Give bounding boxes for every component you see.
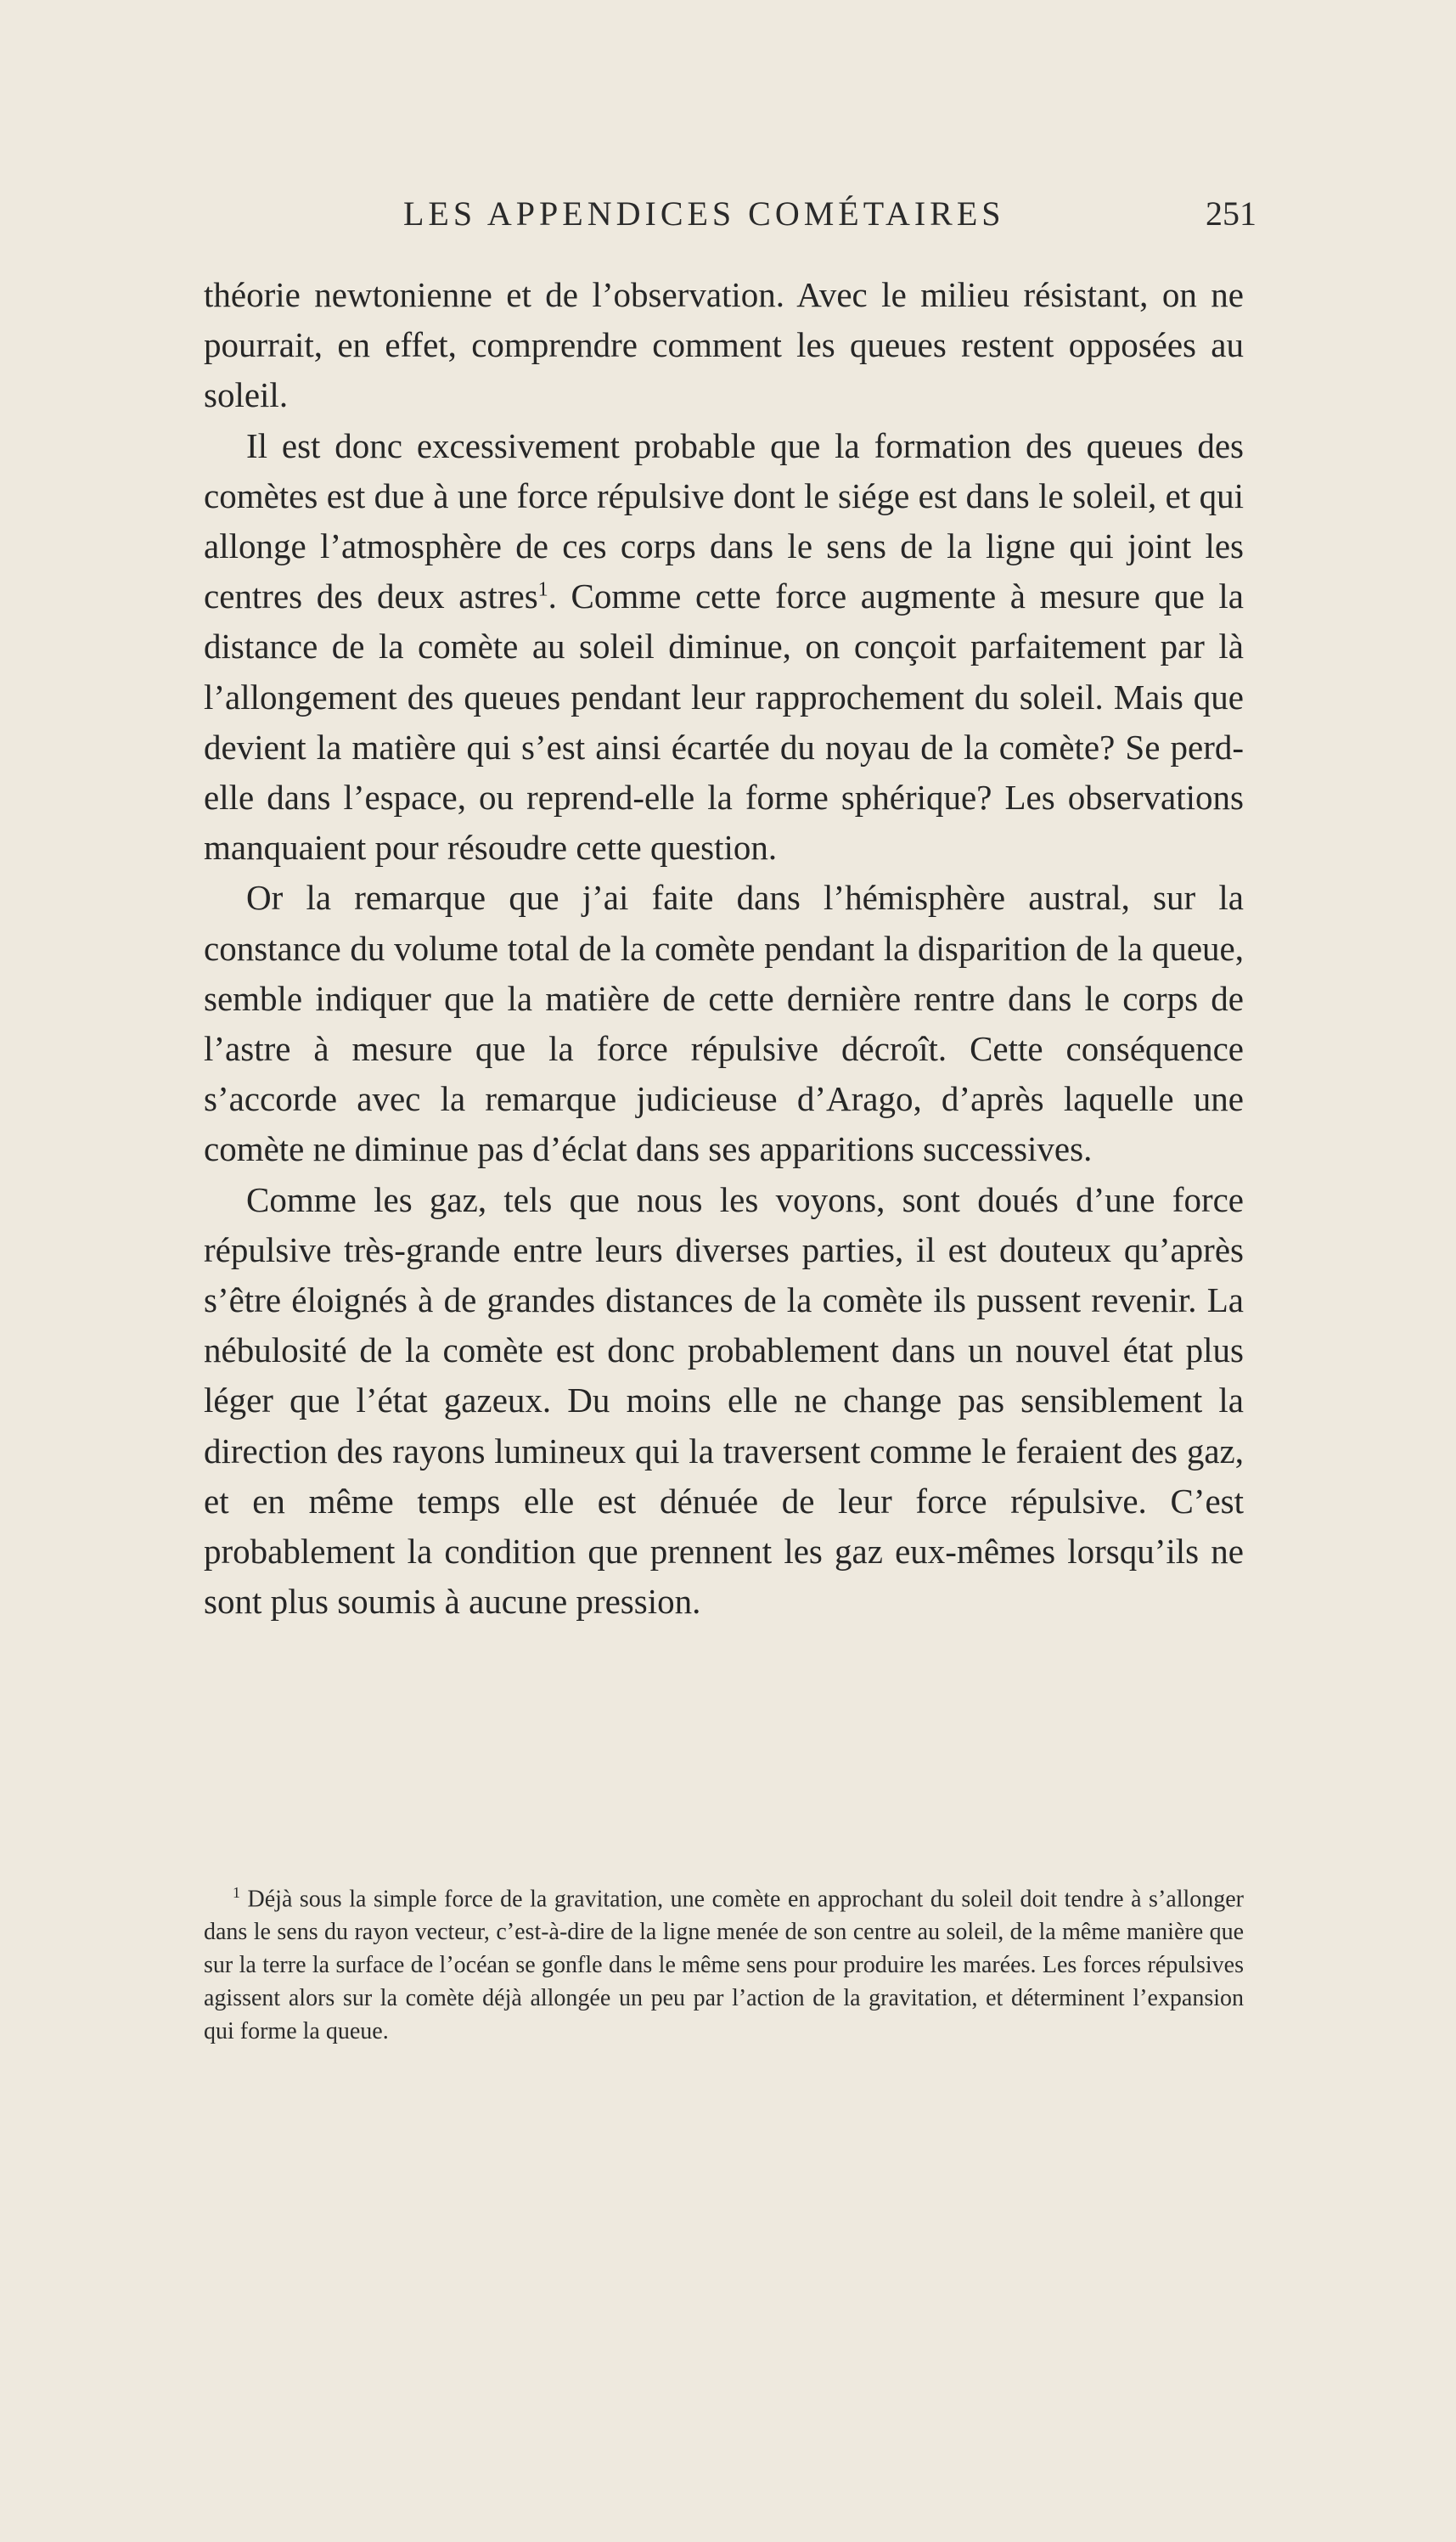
footnote-reference[interactable]: 1 [537, 578, 548, 601]
paragraph-4: Comme les gaz, tels que nous les voyons, sont doués d’une force répulsive très-grande entre leurs diverses parties, il est douteux qu’après s’être éloignés à de grandes distances de la comète ils pussent revenir. La nébulosité de la comète est donc probablement dans un nouvel état plus léger que l’état gazeux. Du moins elle ne change pas sensiblement la direction des rayons lumineux qui la traversent comme le feraient des gaz, et en même temps elle est dénuée de leur force répulsive. C’est probablement la condition que prennent les gaz eux-mêmes lorsqu’ils ne sont plus soumis à aucune pression. [204, 1179, 1244, 1622]
paragraph-2-part-1: Il est donc excessivement probable que la formation des queues des comètes est due à une force répulsive dont le siége est dans le soleil, et qui allonge l’atmosphère de ces corps dans le sens de la ligne qui joint les centres des deux astres [204, 425, 1244, 616]
paragraph-2 [204, 421, 1244, 874]
paragraph-2-part-2: . Comme cette force augmente à mesure que la distance de la comète au soleil diminue, on conçoit parfaitement par là l’allongement des queues pendant leur rapprochement du soleil. Mais que devient la matière qui s’est ainsi écartée du noyau de la comète? Se perd-elle dans l’espace, ou reprend-elle la forme sphérique? Les observations manquaient pour résoudre cette question. [204, 576, 1244, 868]
running-head [357, 194, 1256, 245]
footnote-text: Déjà sous la simple force de la gravitation, une comète en approchant du soleil doit tendre à s’allonger dans le sens du rayon vecteur, c’est-à-dire de la ligne menée de son centre au soleil, de la même manière que sur la terre la surface de l’océan se gonfle dans le même sens pour produire les marées. Les forces répulsives agissent alors sur la comète déjà allongée un peu par l’action de la gravitation, et déterminent l’expansion qui forme la queue. [204, 1886, 1245, 2045]
paragraph-3: Or la remarque que j’ai faite dans l’hémisphère austral, sur la constance du volume total de la comète pendant la disparition de la queue, semble indiquer que la matière de cette dernière rentre dans le corps de l’astre à mesure que la force répulsive décroît. Cette conséquence s’accorde avec la remarque judicieuse d’Arago, d’après laquelle une comète ne diminue pas d’éclat dans ses apparitions successives. [204, 878, 1244, 1169]
page-number: 251 [1206, 194, 1256, 233]
footnote-marker: 1 [233, 1884, 240, 1901]
footnote [204, 1876, 1244, 2048]
running-title: LES APPENDICES COMÉTAIRES [403, 194, 1005, 233]
body-text [204, 270, 1244, 1627]
paragraph-1: théorie newtonienne et de l’observation. Avec le milieu résistant, on ne pourrait, en effet, comprendre comment les queues restent opposées au soleil. [204, 275, 1244, 415]
